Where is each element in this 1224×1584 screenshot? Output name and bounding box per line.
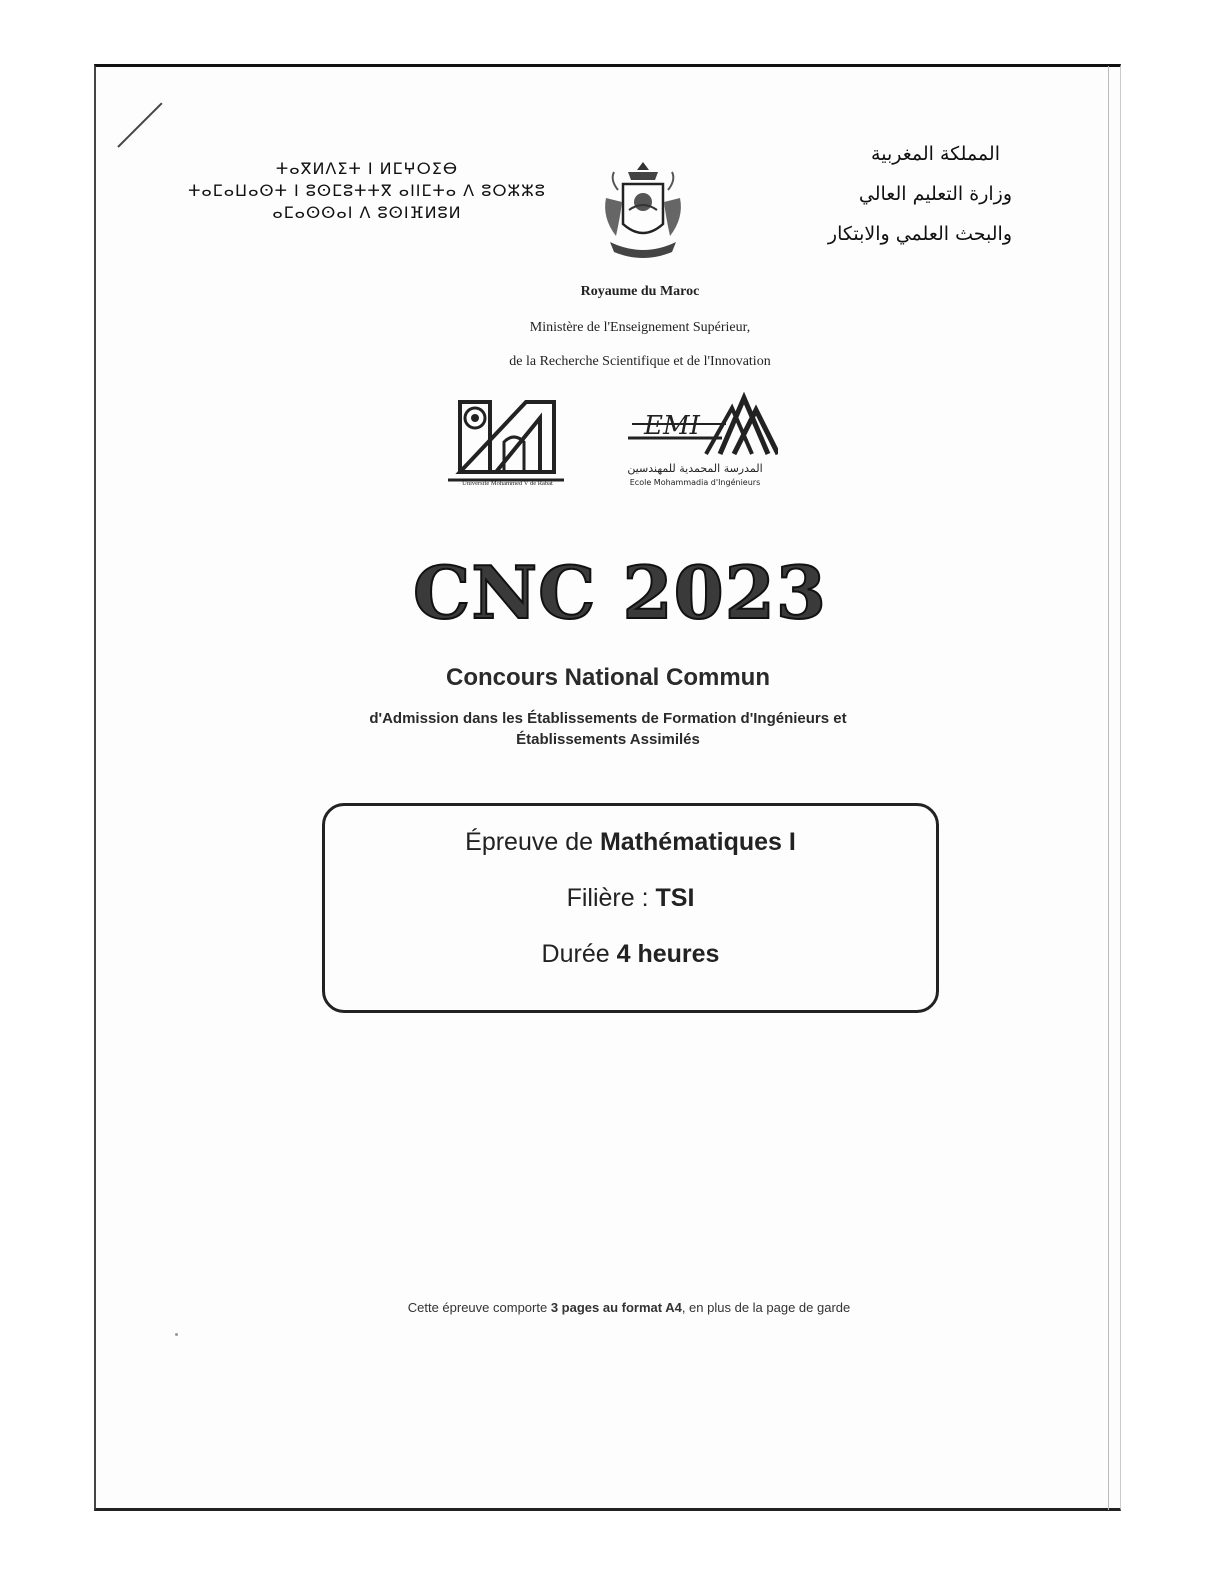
duration-label: Durée	[541, 940, 617, 968]
arabic-line: المملكة المغربية	[871, 143, 1000, 165]
note-bold: 3 pages au format A4	[550, 1300, 682, 1315]
emi-logo-text: EMI	[644, 411, 700, 441]
kingdom-title: Royaume du Maroc	[580, 284, 700, 299]
arabic-line: وزارة التعليم العالي	[858, 183, 1012, 205]
emi-logo-icon	[622, 388, 778, 458]
scanned-page	[94, 64, 1121, 1511]
university-caption: Université Mohammed V de Rabat	[462, 480, 553, 487]
tifinagh-line: ⵜⴰⴳⵍⴷⵉⵜ ⵏ ⵍⵎⵖⵔⵉⴱ	[275, 159, 459, 178]
ministry-line-2: de la Recherche Scientifique et de l'Innovation	[509, 354, 771, 369]
admission-text	[300, 708, 916, 750]
scan-speck	[175, 1333, 178, 1336]
moroccan-coat-of-arms-icon	[598, 158, 688, 266]
emi-caption-french: Ecole Mohammadia d'Ingénieurs	[629, 478, 761, 487]
arabic-header	[792, 140, 1012, 260]
exam-track	[325, 884, 936, 913]
note-suffix: , en plus de la page de garde	[681, 1300, 851, 1315]
admission-line: d'Admission dans les Établissements de Formation d'Ingénieurs et	[369, 710, 847, 727]
tifinagh-line: ⴰⵎⴰⵙⵙⴰⵏ ⴷ ⵓⵙⵏⴼⵍⵓⵍ	[272, 203, 462, 222]
exam-duration	[325, 940, 936, 969]
exam-subtitle: Concours National Commun	[445, 664, 770, 691]
note-prefix: Cette épreuve comporte	[407, 1300, 551, 1315]
track-value: TSI	[655, 884, 695, 912]
tifinagh-line: ⵜⴰⵎⴰⵡⴰⵙⵜ ⵏ ⵓⵙⵎⵓⵜⵜⴳ ⴰⵏⵏⵎⵜⴰ ⴷ ⵓⵔⵣⵣⵓ	[188, 181, 546, 200]
exam-info-box	[322, 803, 939, 1013]
exam-subject	[325, 828, 936, 857]
track-label: Filière :	[566, 884, 656, 912]
arabic-line: والبحث العلمي والابتكار	[827, 223, 1012, 245]
admission-line: Établissements Assimilés	[516, 731, 700, 748]
duration-value: 4 heures	[616, 940, 720, 968]
subject-label: Épreuve de	[465, 828, 600, 856]
page-edge	[1108, 66, 1121, 1510]
emi-caption-arabic: المدرسة المحمدية للمهندسين	[627, 462, 763, 475]
tifinagh-header	[182, 158, 552, 224]
exam-title: CNC 2023	[413, 550, 827, 635]
ministry-line-1: Ministère de l'Enseignement Supérieur,	[529, 320, 751, 335]
university-mohammed-v-logo-icon	[446, 388, 566, 494]
page-count-note	[300, 1300, 958, 1315]
subject-value: Mathématiques I	[599, 828, 796, 856]
